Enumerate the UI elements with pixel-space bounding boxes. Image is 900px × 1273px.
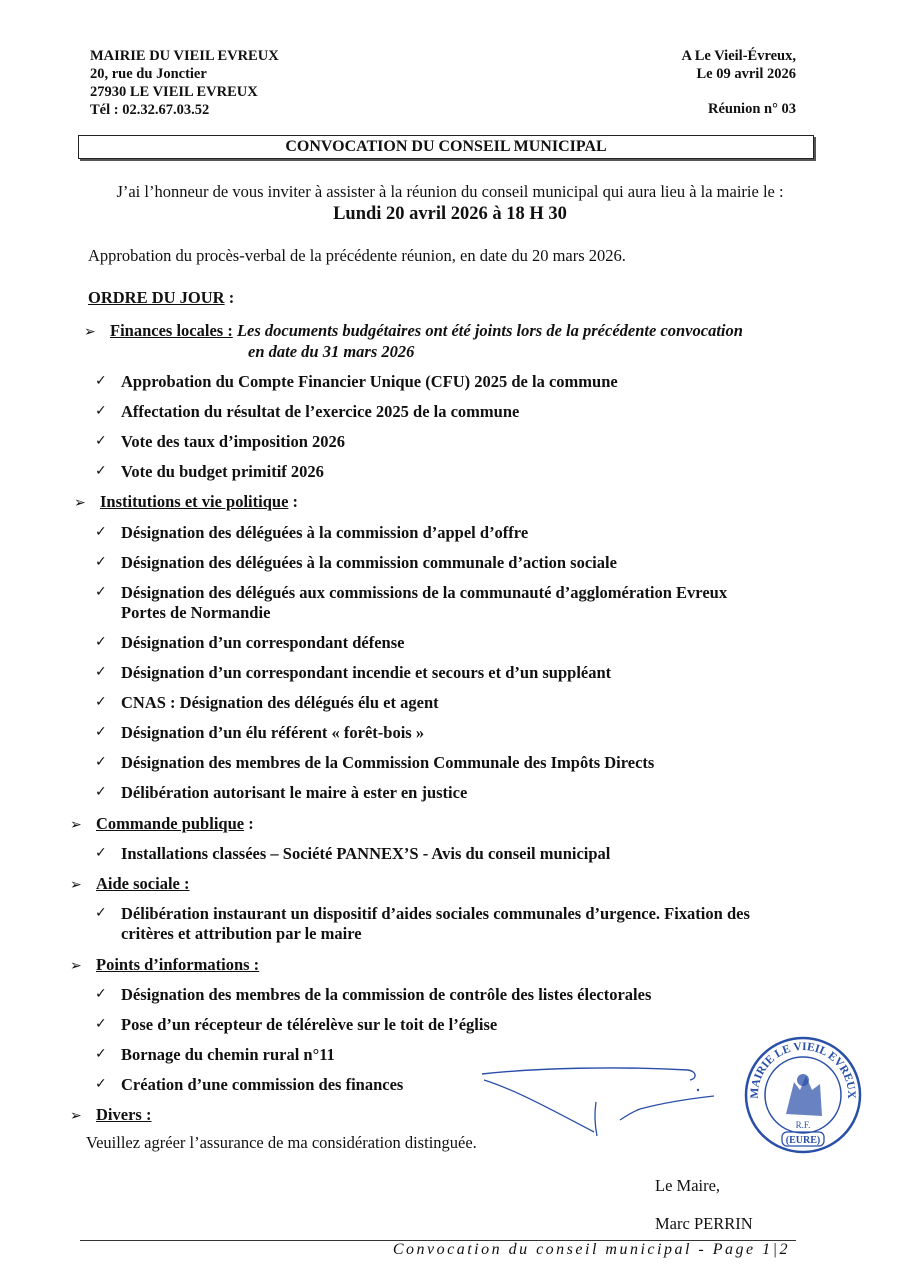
list-item [95,1014,497,1035]
section-note-cont: en date du 31 mars 2026 [248,342,415,361]
stamp-top-text: MAIRIE LE VIEIL EVREUX [748,1040,858,1099]
check-icon: ✓ [95,554,107,570]
arrow-bullet-icon: ➢ [70,817,82,833]
section-title: Commande publique [96,814,245,833]
section-title: Institutions et vie politique [100,492,289,511]
section-colon: : [288,492,299,511]
check-icon: ✓ [95,403,107,419]
list-item [95,582,727,603]
letter-date: Le 09 avril 2026 [696,66,796,82]
list-item [95,371,618,392]
meeting-date: Lundi 20 avril 2026 à 18 H 30 [333,204,567,224]
list-item [95,461,324,482]
section-commande [70,813,254,836]
check-icon: ✓ [95,986,107,1002]
check-icon: ✓ [95,634,107,650]
meeting-number: Réunion n° 03 [708,101,796,117]
item-text: Affectation du résultat de l’exercice 2025 de la commune [121,402,520,421]
item-text: Délibération instaurant un dispositif d’aides sociales communales d’urgence. Fixation des [121,904,750,923]
list-item [95,984,651,1005]
section-title: Aide sociale : [96,874,190,893]
invitation [80,181,820,225]
item-text: Portes de Normandie [121,603,271,622]
check-icon: ✓ [95,1016,107,1032]
check-icon: ✓ [95,524,107,540]
invitation-text: J’ai l’honneur de vous inviter à assister à la réunion du conseil municipal qui aura lieu à la mairie le : [116,182,784,201]
item-text: Désignation d’un correspondant incendie et secours et d’un suppléant [121,663,612,682]
closing-text: Veuillez agréer l’assurance de ma considération distinguée. [86,1133,477,1152]
item-text: Désignation des déléguées à la commission d’appel d’offre [121,523,529,542]
section-note-line2 [248,341,414,362]
page-footer: Convocation du conseil municipal - Page 1|2 [392,1241,790,1258]
item-text: Approbation du Compte Financier Unique (CFU) 2025 de la commune [121,372,618,391]
section-title: Divers : [96,1105,152,1124]
list-item [95,1074,403,1095]
signatory-name: Marc PERRIN [655,1214,753,1233]
check-icon: ✓ [95,784,107,800]
section-informations [70,954,259,977]
list-item [95,431,345,452]
arrow-bullet-icon: ➢ [70,1108,82,1124]
item-text: Bornage du chemin rural n°11 [121,1045,335,1064]
list-item [95,843,610,864]
item-text: Désignation d’un correspondant défense [121,633,405,652]
list-item [95,401,519,422]
town-hall-stamp [742,1034,864,1156]
document-title: CONVOCATION DU CONSEIL MUNICIPAL [78,135,814,159]
arrow-bullet-icon: ➢ [74,495,86,511]
item-text: Vote des taux d’imposition 2026 [121,432,345,451]
item-text: Désignation des membres de la Commission Communale des Impôts Directs [121,753,655,772]
item-text: CNAS : Désignation des délégués élu et agent [121,693,439,712]
place: A Le Vieil-Évreux, [681,48,796,64]
list-item [95,632,404,653]
list-item [95,1044,335,1065]
sender-phone: Tél : 02.32.67.03.52 [90,102,210,118]
list-item [95,722,424,743]
check-icon: ✓ [95,664,107,680]
list-item [95,692,439,713]
arrow-bullet-icon: ➢ [70,877,82,893]
section-note: Les documents budgétaires ont été joints lors de la précédente convocation [236,321,743,340]
check-icon: ✓ [95,754,107,770]
item-text: Désignation des déléguées à la commission communale d’action sociale [121,553,617,572]
stamp-bottom-text: (EURE) [785,1135,821,1146]
item-text: critères et attribution par le maire [121,924,362,943]
section-title: Finances locales : [110,321,233,340]
item-text: Vote du budget primitif 2026 [121,462,324,481]
item-text: Désignation des délégués aux commissions de la communauté d’agglomération Evreux [121,583,728,602]
list-item-continuation [121,602,270,623]
check-icon: ✓ [95,584,107,600]
check-icon: ✓ [95,373,107,389]
check-icon: ✓ [95,1046,107,1062]
check-icon: ✓ [95,694,107,710]
arrow-bullet-icon: ➢ [84,324,96,340]
agenda-label: ORDRE DU JOUR [88,288,225,307]
sender-name: MAIRIE DU VIEIL EVREUX [90,48,279,64]
item-text: Désignation d’un élu référent « forêt-bois » [121,723,425,742]
list-item [95,782,467,803]
item-text: Délibération autorisant le maire à ester en justice [121,783,468,802]
sender-address [90,47,279,119]
approval-text: Approbation du procès-verbal de la précédente réunion, en date du 20 mars 2026. [88,246,626,265]
section-divers [70,1104,151,1127]
check-icon: ✓ [95,1076,107,1092]
list-item [95,903,750,924]
section-title: Points d’informations : [96,955,260,974]
stamp-center-text: R.F. [795,1120,811,1130]
section-finances [84,320,743,343]
check-icon: ✓ [95,905,107,921]
list-item-continuation [121,923,362,944]
sender-street: 20, rue du Jonctier [90,66,207,82]
signatory-role: Le Maire, [655,1176,721,1195]
section-colon: : [244,814,254,833]
item-text: Pose d’un récepteur de télérelève sur le toit de l’église [121,1015,498,1034]
section-aide-sociale [70,873,189,896]
item-text: Désignation des membres de la commission de contrôle des listes électorales [121,985,652,1004]
check-icon: ✓ [95,433,107,449]
agenda-colon: : [224,288,235,307]
date-block [681,47,796,118]
list-item [95,662,611,683]
item-text: Création d’une commission des finances [121,1075,404,1094]
item-text: Installations classées – Société PANNEX’S - Avis du conseil municipal [121,844,611,863]
section-institutions [74,491,298,514]
list-item [95,552,617,573]
arrow-bullet-icon: ➢ [70,958,82,974]
signature-image [476,1060,726,1140]
check-icon: ✓ [95,463,107,479]
sender-city: 27930 LE VIEIL EVREUX [90,84,258,100]
list-item [95,752,654,773]
agenda-heading [88,288,234,308]
check-icon: ✓ [95,845,107,861]
list-item [95,522,528,543]
check-icon: ✓ [95,724,107,740]
